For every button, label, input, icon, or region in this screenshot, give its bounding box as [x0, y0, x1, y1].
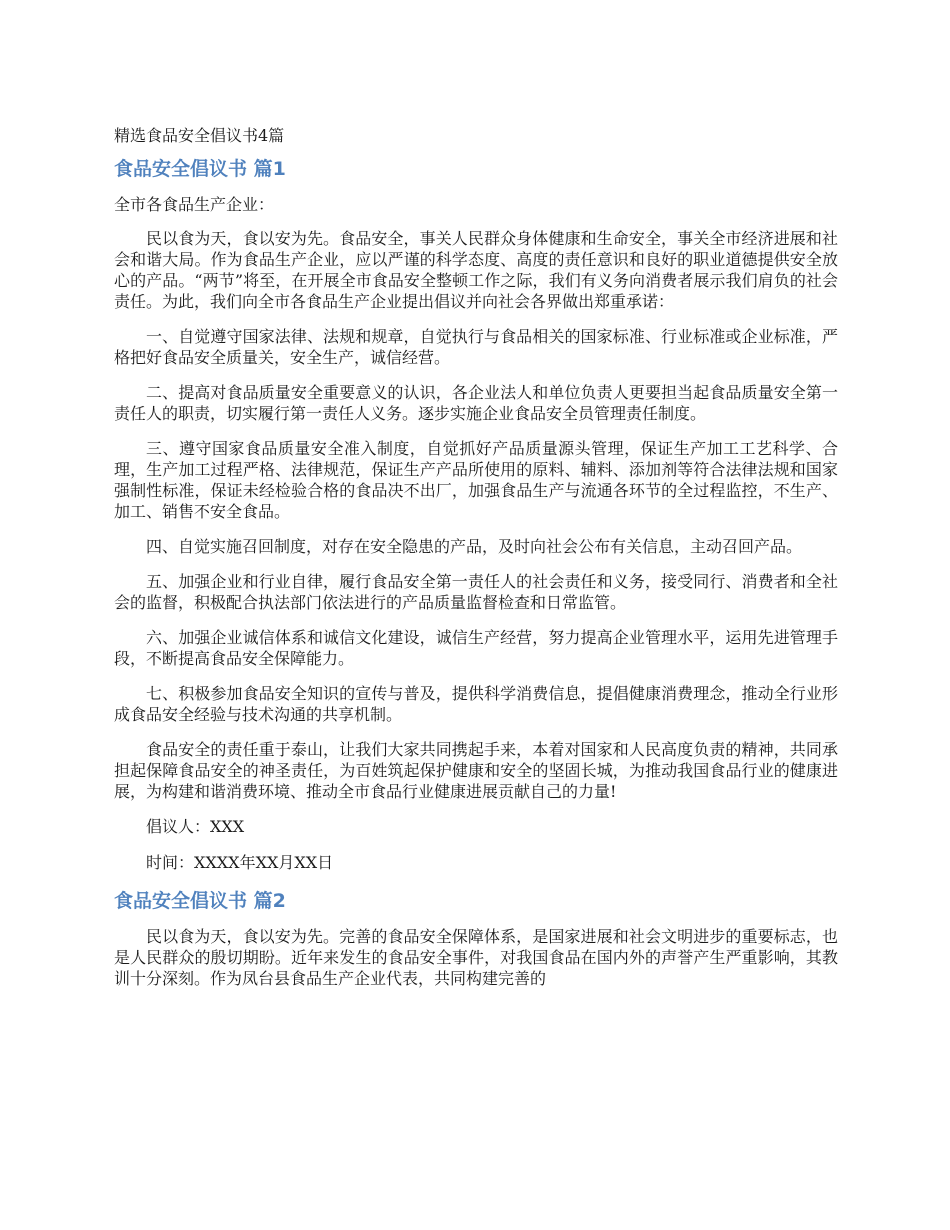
salutation: 全市各食品生产企业：: [114, 195, 275, 214]
signer-line: 倡议人：XXX: [146, 817, 245, 836]
document-page: [114, 124, 838, 1003]
paragraph-item-3: 三、遵守国家食品质量安全准入制度，自觉抓好产品质量源头管理，保证生产加工工艺科学、合理，生产加工过程严格、法律规范，保证生产产品所使用的原料、辅料、添加剂等符合法律法规和国家强制性标准，保证未经检验合格的食品决不出厂，加强食品生产与流通各环节的全过程监控，不生产、加工、销售不安全食品。: [114, 439, 838, 521]
paragraph-item-7: 七、积极参加食品安全知识的宣传与普及，提供科学消费信息，提倡健康消费理念，推动全行业形成食品安全经验与技术沟通的共享机制。: [114, 684, 838, 724]
date-line: 时间：XXXX年XX月XX日: [146, 853, 334, 872]
paragraph-intro: 民以食为天，食以安为先。食品安全，事关人民群众身体健康和生命安全，事关全市经济进展和社会和谐大局。作为食品生产企业，应以严谨的科学态度、高度的责任意识和良好的职业道德提供安全放心的产品。“两节”将至，在开展全市食品安全整顿工作之际，我们有义务向消费者展示我们肩负的社会责任。为此，我们向全市各食品生产企业提出倡议并向社会各界做出郑重承诺：: [114, 229, 838, 311]
paragraph-item-1: 一、自觉遵守国家法律、法规和规章，自觉执行与食品相关的国家标准、行业标准或企业标准，严格把好食品安全质量关，安全生产，诚信经营。: [114, 327, 838, 367]
paragraph-item-4: 四、自觉实施召回制度，对存在安全隐患的产品，及时向社会公布有关信息，主动召回产品。: [146, 537, 803, 556]
document-title: 精选食品安全倡议书4篇: [114, 126, 285, 145]
paragraph-item-6: 六、加强企业诚信体系和诚信文化建设，诚信生产经营，努力提高企业管理水平，运用先进管理手段，不断提高食品安全保障能力。: [114, 628, 838, 668]
paragraph-section2-intro: 民以食为天，食以安为先。完善的食品安全保障体系，是国家进展和社会文明进步的重要标志，也是人民群众的殷切期盼。近年来发生的食品安全事件，对我国食品在国内外的声誉产生严重影响，其教训十分深刻。作为凤台县食品生产企业代表，共同构建完善的: [114, 927, 838, 988]
section-heading-2: 食品安全倡议书 篇2: [114, 890, 286, 912]
paragraph-item-2: 二、提高对食品质量安全重要意义的认识，各企业法人和单位负责人更要担当起食品质量安全第一责任人的职责，切实履行第一责任人义务。逐步实施企业食品安全员管理责任制度。: [114, 383, 838, 423]
paragraph-closing: 食品安全的责任重于泰山，让我们大家共同携起手来，本着对国家和人民高度负责的精神，共同承担起保障食品安全的神圣责任，为百姓筑起保护健康和安全的坚固长城，为推动我国食品行业的健康进展，为构建和谐消费环境、推动全市食品行业健康进展贡献自己的力量!: [114, 740, 838, 801]
section-heading-1: 食品安全倡议书 篇1: [114, 158, 286, 180]
paragraph-item-5: 五、加强企业和行业自律，履行食品安全第一责任人的社会责任和义务，接受同行、消费者和全社会的监督，积极配合执法部门依法进行的产品质量监督检查和日常监管。: [114, 572, 838, 612]
